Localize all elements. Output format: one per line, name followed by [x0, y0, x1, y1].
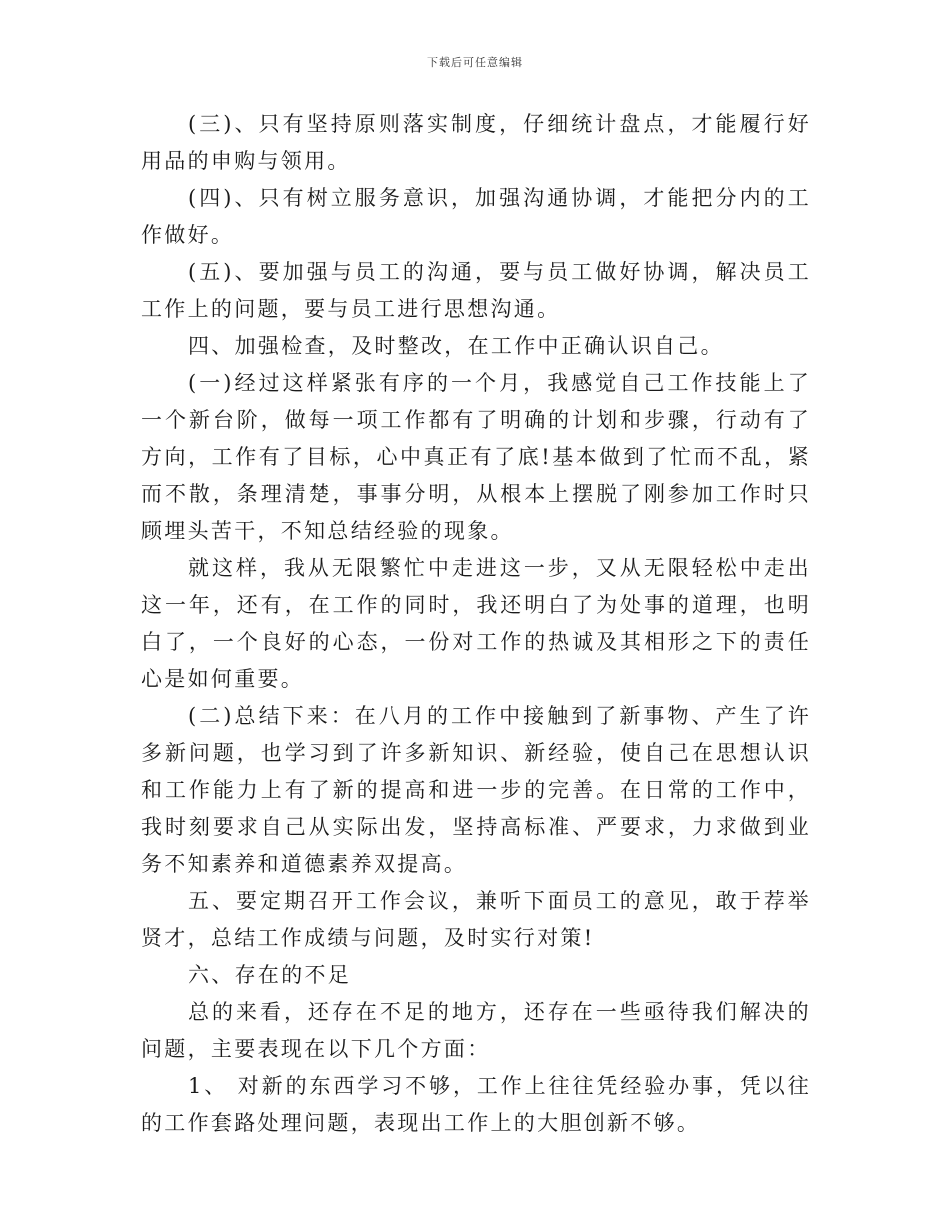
paragraph-sub-2: (二)总结下来：在八月的工作中接触到了新事物、产生了许多新问题，也学习到了许多新知识、新经验，使自己在思想认识和工作能力上有了新的提高和进一步的完善。在日常的工作中，我时刻要求自己从实际出发，坚持高标准、严要求，力求做到业务不知素养和道德素养双提高。	[141, 704, 811, 876]
paragraph-reflection: 就这样，我从无限繁忙中走进这一步，又从无限轻松中走出这一年，还有，在工作的同时，我还明白了为处事的道理，也明白了，一个良好的心态，一份对工作的热诚及其相形之下的责任心是如何重要。	[141, 556, 811, 691]
document-body	[141, 106, 811, 1142]
paragraph-item-4: (四)、只有树立服务意识，加强沟通协调，才能把分内的工作做好。	[141, 186, 811, 247]
section-heading-4: 四、加强检查，及时整改，在工作中正确认识自己。	[188, 334, 724, 358]
paragraph-point-1: 1、 对新的东西学习不够，工作上往往凭经验办事，凭以往的工作套路处理问题，表现出工作上的大胆创新不够。	[141, 1074, 811, 1135]
paragraph-item-3: (三)、只有坚持原则落实制度，仔细统计盘点，才能履行好用品的申购与领用。	[141, 112, 811, 173]
paragraph-summary: 总的来看，还存在不足的地方，还存在一些亟待我们解决的问题，主要表现在以下几个方面：	[141, 1000, 811, 1061]
section-heading-6: 六、存在的不足	[188, 963, 352, 987]
download-note: 下载后可任意编辑	[427, 56, 523, 69]
paragraph-item-5: (五)、要加强与员工的沟通，要与员工做好协调，解决员工工作上的问题，要与员工进行思想沟通。	[141, 260, 811, 321]
section-heading-5: 五、要定期召开工作会议，兼听下面员工的意见，敢于荐举贤才，总结工作成绩与问题，及时实行对策!	[141, 889, 811, 950]
paragraph-sub-1: (一)经过这样紧张有序的一个月，我感觉自己工作技能上了一个新台阶，做每一项工作都有了明确的计划和步骤，行动有了方向，工作有了目标，心中真正有了底!基本做到了忙而不乱，紧而不散，条理清楚，事事分明，从根本上摆脱了刚参加工作时只顾埋头苦干，不知总结经验的现象。	[141, 371, 811, 543]
